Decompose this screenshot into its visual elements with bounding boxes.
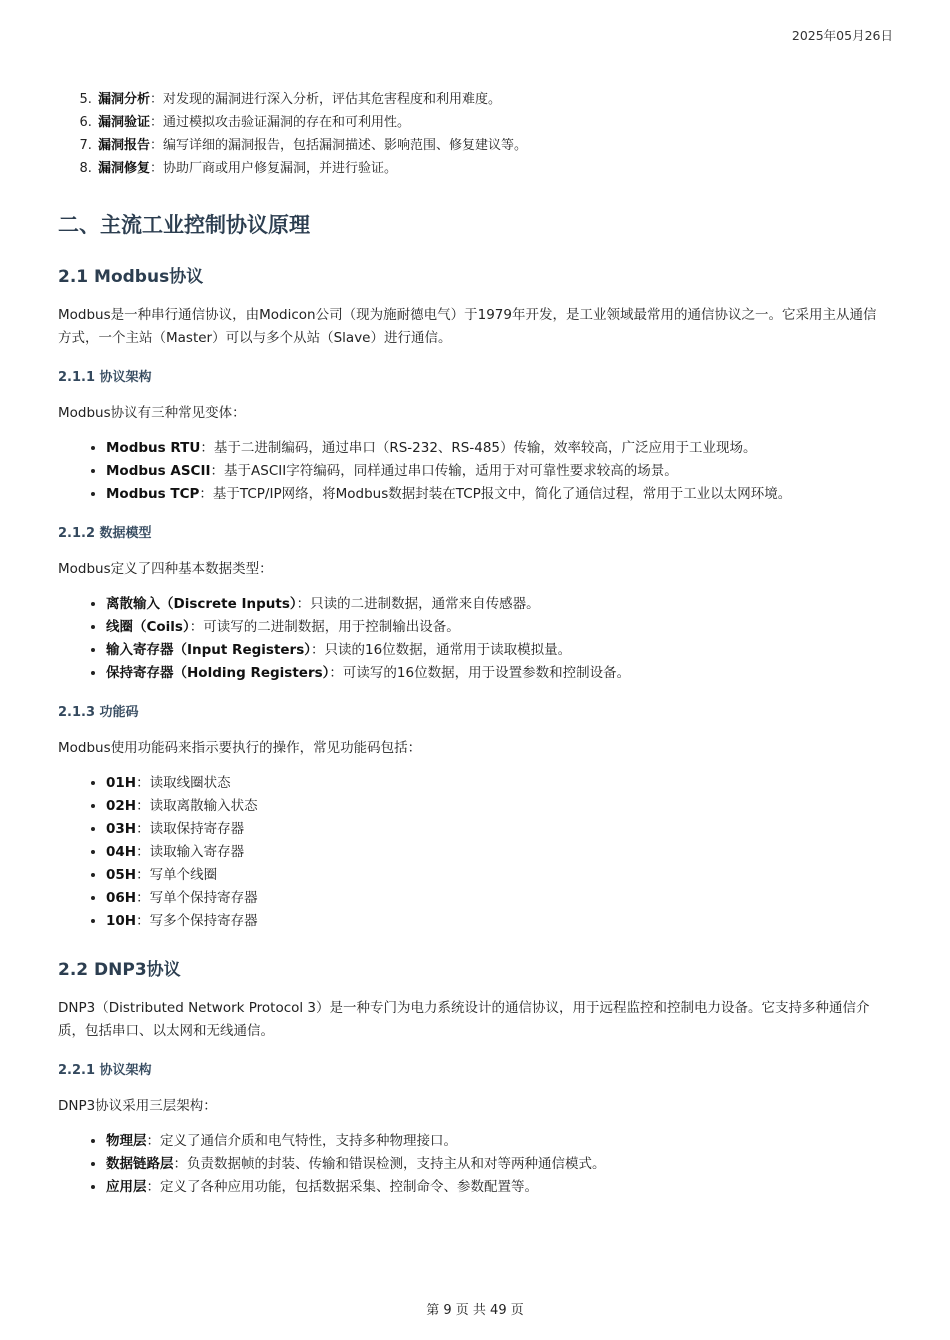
list-item-desc: ：负责数据帧的封装、传输和错误检测，支持主从和对等两种通信模式。 [173, 1156, 606, 1172]
list-item-term: 06H [106, 890, 137, 906]
subsection-title-dnp3: 2.2 DNP3协议 [58, 960, 181, 980]
list-item-desc: ：写单个线圈 [136, 867, 218, 883]
heading-protocol-architecture: 2.1.1 协议架构 [58, 370, 152, 385]
list-item [96, 111, 888, 134]
list-item-desc: ：对发现的漏洞进行深入分析，评估其危害程度和利用难度。 [150, 92, 502, 107]
list-item-term: 04H [106, 844, 137, 860]
list-item-desc: ：编写详细的漏洞报告，包括漏洞描述、影响范围、修复建议等。 [150, 138, 528, 153]
modbus-intro: Modbus是一种串行通信协议，由Modicon公司（现为施耐德电气）于1979年开发，是工业领域最常用的通信协议之一。它采用主从通信方式，一个主站（Master）可以与多个从站（Slave）进行通信。 [58, 307, 877, 346]
list-item [106, 1153, 888, 1176]
heading-function-codes: 2.1.3 功能码 [58, 705, 139, 720]
list-item-term: 02H [106, 798, 137, 814]
variants-lead: Modbus协议有三种常见变体： [58, 405, 246, 421]
list-item [106, 795, 888, 818]
list-item-term: 05H [106, 867, 137, 883]
list-item [106, 593, 888, 616]
list-item-term: 数据链路层 [106, 1156, 174, 1172]
list-item-term: Modbus ASCII [106, 463, 211, 479]
list-item-term: 01H [106, 775, 137, 791]
list-item-desc: ：定义了通信介质和电气特性，支持多种物理接口。 [146, 1133, 457, 1149]
list-item [106, 910, 888, 933]
modbus-variants-list [58, 437, 888, 506]
list-item-desc: ：写多个保持寄存器 [136, 913, 258, 929]
list-item [106, 483, 888, 506]
function-codes-lead: Modbus使用功能码来指示要执行的操作，常见功能码包括： [58, 740, 422, 756]
list-item-desc: ：可读写的16位数据，用于设置参数和控制设备。 [329, 665, 631, 681]
dnp3-architecture-lead: DNP3协议采用三层架构： [58, 1098, 217, 1114]
list-item-term: 漏洞验证 [98, 115, 151, 130]
list-item-desc: ：读取保持寄存器 [136, 821, 245, 837]
list-item [106, 818, 888, 841]
list-item [106, 616, 888, 639]
section-title: 二、主流工业控制协议原理 [58, 213, 310, 237]
list-item-term: 03H [106, 821, 137, 837]
list-item-desc: ：基于二进制编码，通过串口（RS-232、RS-485）传输，效率较高，广泛应用于工业现场。 [200, 440, 757, 456]
list-item-desc: ：读取离散输入状态 [136, 798, 258, 814]
list-item-term: 线圈（Coils） [106, 619, 190, 635]
data-model-lead: Modbus定义了四种基本数据类型： [58, 561, 273, 577]
list-item-desc: ：可读写的二进制数据，用于控制输出设备。 [189, 619, 460, 635]
list-item [106, 639, 888, 662]
document-body [58, 88, 888, 1199]
list-item-term: 漏洞报告 [98, 138, 151, 153]
list-item-term: 物理层 [106, 1133, 147, 1149]
list-item-desc: ：读取输入寄存器 [136, 844, 245, 860]
list-item-term: 应用层 [106, 1179, 147, 1195]
dnp3-intro: DNP3（Distributed Network Protocol 3）是一种专门为电力系统设计的通信协议，用于远程监控和控制电力设备。它支持多种通信介质，包括串口、以太网和无线通信。 [58, 1000, 870, 1039]
list-item-term: 10H [106, 913, 137, 929]
list-item [106, 887, 888, 910]
heading-data-model: 2.1.2 数据模型 [58, 526, 152, 541]
list-item-term: 漏洞分析 [98, 92, 151, 107]
list-item-desc: ：通过模拟攻击验证漏洞的存在和可利用性。 [150, 115, 411, 130]
list-item [106, 1130, 888, 1153]
list-item-term: Modbus RTU [106, 440, 201, 456]
list-item-term: 保持寄存器（Holding Registers） [106, 665, 330, 681]
list-item [106, 772, 888, 795]
list-item [96, 88, 888, 111]
list-item [96, 157, 888, 180]
list-item-term: 漏洞修复 [98, 161, 151, 176]
list-item [106, 662, 888, 685]
list-item-desc: ：基于TCP/IP网络，将Modbus数据封装在TCP报文中，简化了通信过程，常用于工业以太网环境。 [199, 486, 792, 502]
list-item [106, 841, 888, 864]
list-item [96, 134, 888, 157]
vulnerability-steps-list [58, 88, 888, 180]
list-item-desc: ：只读的二进制数据，通常来自传感器。 [296, 596, 540, 612]
list-item-term: Modbus TCP [106, 486, 200, 502]
list-item-term: 输入寄存器（Input Registers） [106, 642, 311, 658]
data-types-list [58, 593, 888, 685]
list-item-desc: ：基于ASCII字符编码，同样通过串口传输，适用于对可靠性要求较高的场景。 [210, 463, 678, 479]
heading-dnp3-architecture: 2.2.1 协议架构 [58, 1063, 152, 1078]
list-item-desc: ：写单个保持寄存器 [136, 890, 258, 906]
list-item [106, 437, 888, 460]
list-item-desc: ：只读的16位数据，通常用于读取模拟量。 [311, 642, 572, 658]
document-date: 2025年05月26日 [791, 28, 893, 43]
subsection-title-modbus: 2.1 Modbus协议 [58, 267, 204, 287]
list-item-desc: ：读取线圈状态 [136, 775, 231, 791]
dnp3-layers-list [58, 1130, 888, 1199]
list-item-desc: ：协助厂商或用户修复漏洞，并进行验证。 [150, 161, 398, 176]
function-codes-list [58, 772, 888, 933]
list-item [106, 460, 888, 483]
list-item [106, 864, 888, 887]
list-item [106, 1176, 888, 1199]
page-number: 第 9 页 共 49 页 [426, 1303, 524, 1318]
list-item-term: 离散输入（Discrete Inputs） [106, 596, 297, 612]
list-item-desc: ：定义了各种应用功能，包括数据采集、控制命令、参数配置等。 [146, 1179, 538, 1195]
